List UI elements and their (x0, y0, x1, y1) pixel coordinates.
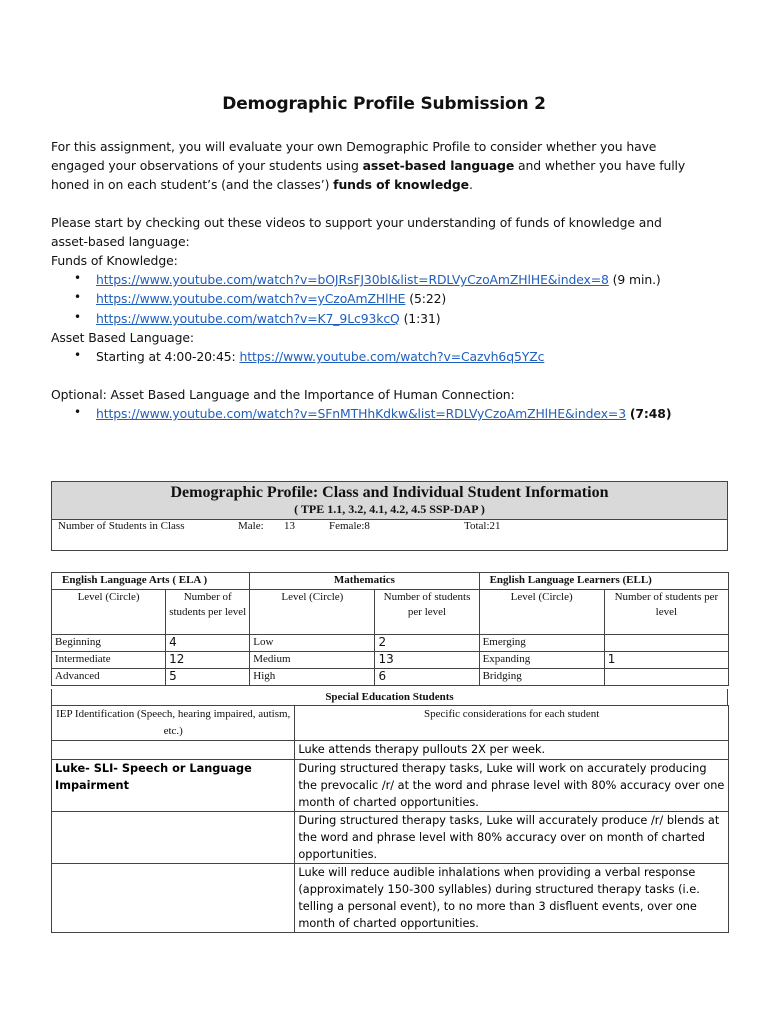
list-item: Starting at 4:00-20:45: https://www.youtube.com/watch?v=Cazvh6q5YZc (96, 349, 545, 364)
demographic-subtitle: ( TPE 1.1, 3.2, 4.1, 4.2, 4.5 SSP-DAP ) (294, 502, 485, 516)
ela-level-header: Level (Circle) (52, 590, 166, 635)
consideration-text: Luke will reduce audible inhalations when providing a verbal response (approximately 150-300 syllables) during structured therapy tasks (i.e. telling a personal event), to no more than 3 disfluent events, over one month of charted opportunities. (295, 864, 729, 933)
special-education-table (51, 705, 729, 933)
math-count: 2 (375, 635, 479, 652)
list-item: https://www.youtube.com/watch?v=K7_9Lc93kcQ (1:31) (96, 311, 441, 326)
empty-cell (52, 741, 295, 760)
list-item: https://www.youtube.com/watch?v=yCzoAmZHlHE (5:22) (96, 291, 447, 306)
student-identification: Luke- SLI- Speech or Language Impairment (52, 760, 295, 812)
male-value: 13 (284, 520, 295, 532)
ela-header: English Language Arts ( ELA ) (52, 573, 250, 590)
ela-count-header: Number of students per level (166, 590, 250, 635)
math-level: High (250, 669, 375, 686)
ell-count: 1 (604, 652, 728, 669)
list-item: https://www.youtube.com/watch?v=bOJRsFJ30bI&list=RDLVyCzoAmZHlHE&index=8 (9 min.) (96, 272, 661, 287)
ell-count-header: Number of students per level (604, 590, 728, 635)
list-item: https://www.youtube.com/watch?v=SFnMTHhKdkw&list=RDLVyCzoAmZHlHE&index=3 (7:48) (96, 406, 672, 421)
ela-count: 4 (166, 635, 250, 652)
iep-header: IEP Identification (Speech, hearing impaired, autism, etc.) (52, 706, 295, 741)
funds-of-knowledge-label: Funds of Knowledge: (51, 253, 178, 268)
intro-line-3: honed in on each student’s (and the classes’) funds of knowledge. (51, 177, 473, 192)
ela-level: Intermediate (52, 652, 166, 669)
ell-level-header: Level (Circle) (479, 590, 604, 635)
demographic-box (51, 481, 728, 551)
bullet-icon: • (74, 348, 82, 362)
demographic-header (52, 482, 727, 520)
empty-cell (52, 812, 295, 864)
consideration-text: Luke attends therapy pullouts 2X per week. (295, 741, 729, 760)
table-row (52, 864, 729, 933)
video-link[interactable]: https://www.youtube.com/watch?v=K7_9Lc93kcQ (96, 311, 400, 326)
video-link[interactable]: https://www.youtube.com/watch?v=Cazvh6q5YZc (239, 349, 545, 364)
ela-count: 5 (166, 669, 250, 686)
intro-line-1: For this assignment, you will evaluate your own Demographic Profile to consider whether you have (51, 139, 657, 154)
asset-based-language-label: Asset Based Language: (51, 330, 195, 345)
levels-table (51, 572, 729, 686)
demographic-title: Demographic Profile: Class and Individual Student Information (170, 484, 609, 501)
bullet-icon: • (74, 290, 82, 304)
female-count: Female:8 (329, 520, 370, 532)
ell-level: Expanding (479, 652, 604, 669)
math-level: Medium (250, 652, 375, 669)
video-link[interactable]: https://www.youtube.com/watch?v=yCzoAmZHlHE (96, 291, 406, 306)
math-count-header: Number of students per level (375, 590, 479, 635)
male-label: Male: (238, 520, 264, 532)
table-row (52, 669, 729, 686)
consideration-text: During structured therapy tasks, Luke will work on accurately producing the prevocalic /r/ at the word and phrase level with 80% accuracy over one month of charted opportunities. (295, 760, 729, 812)
ell-header: English Language Learners (ELL) (479, 573, 728, 590)
videos-line-2: asset-based language: (51, 234, 190, 249)
video-link[interactable]: https://www.youtube.com/watch?v=bOJRsFJ30bI&list=RDLVyCzoAmZHlHE&index=8 (96, 272, 609, 287)
bullet-icon: • (74, 271, 82, 285)
ela-level: Advanced (52, 669, 166, 686)
math-header: Mathematics (250, 573, 479, 590)
table-row (52, 741, 729, 760)
considerations-header: Specific considerations for each student (295, 706, 729, 741)
special-education-title: Special Education Students (51, 689, 728, 705)
math-level: Low (250, 635, 375, 652)
table-row (52, 652, 729, 669)
intro-line-2: engaged your observations of your students using asset-based language and whether you have fully (51, 158, 686, 173)
total-count: Total:21 (464, 520, 501, 532)
ell-level: Bridging (479, 669, 604, 686)
table-row (52, 812, 729, 864)
ell-level: Emerging (479, 635, 604, 652)
math-count: 6 (375, 669, 479, 686)
table-row (52, 760, 729, 812)
math-level-header: Level (Circle) (250, 590, 375, 635)
bullet-icon: • (74, 310, 82, 324)
ell-count (604, 635, 728, 652)
math-count: 13 (375, 652, 479, 669)
num-students-label: Number of Students in Class (58, 520, 185, 532)
video-link[interactable]: https://www.youtube.com/watch?v=SFnMTHhKdkw&list=RDLVyCzoAmZHlHE&index=3 (96, 406, 626, 421)
table-row (52, 635, 729, 652)
videos-line-1: Please start by checking out these videos to support your understanding of funds of knowledge and (51, 215, 662, 230)
consideration-text: During structured therapy tasks, Luke will accurately produce /r/ blends at the word and phrase level with 80% accuracy over on month of charted opportunities. (295, 812, 729, 864)
page-title: Demographic Profile Submission 2 (222, 94, 546, 114)
optional-label: Optional: Asset Based Language and the Importance of Human Connection: (51, 387, 515, 402)
ela-count: 12 (166, 652, 250, 669)
ell-count (604, 669, 728, 686)
empty-cell (52, 864, 295, 933)
bullet-icon: • (74, 405, 82, 419)
ela-level: Beginning (52, 635, 166, 652)
